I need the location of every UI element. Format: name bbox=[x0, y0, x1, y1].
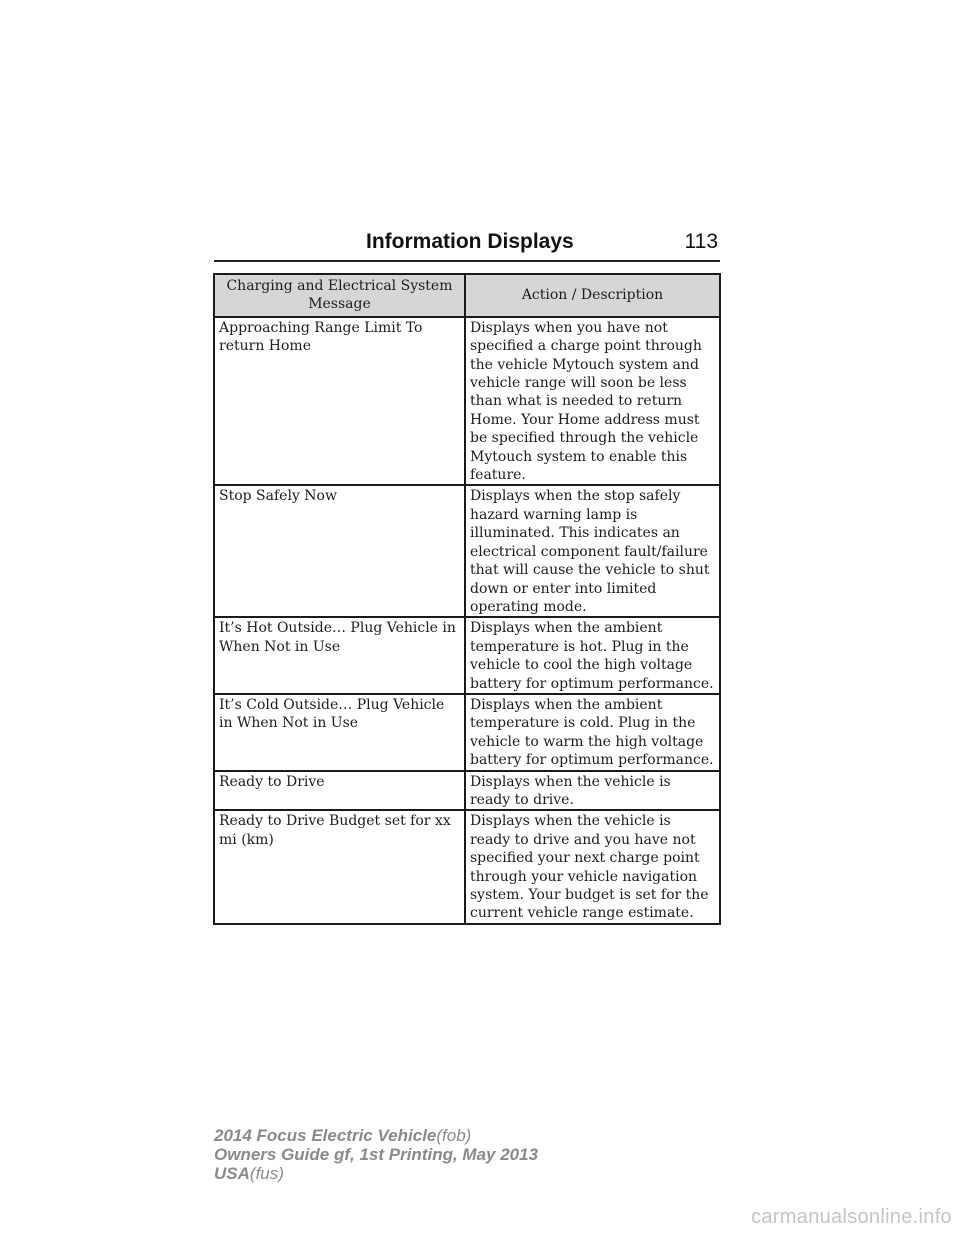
description-cell: Displays when you have not specified a charge point through the vehicle Mytouch system and vehicle range will soon be less than what is needed to return Home. Your Home address must be specified through the vehicle Mytouch system to enable this feature. bbox=[465, 317, 720, 486]
column-header-description: Action / Description bbox=[465, 274, 720, 317]
table-row bbox=[214, 694, 720, 771]
footer-market-name: USA bbox=[214, 1164, 250, 1183]
footer-vehicle-name: 2014 Focus Electric Vehicle bbox=[214, 1126, 437, 1145]
footer-line-vehicle bbox=[214, 1126, 538, 1145]
message-cell: Approaching Range Limit To return Home bbox=[214, 317, 465, 486]
footer-guide-edition: Owners Guide gf, 1st Printing, May 2013 bbox=[214, 1145, 539, 1164]
description-cell: Displays when the ambient temperature is hot. Plug in the vehicle to cool the high voltage battery for optimum performance. bbox=[465, 617, 720, 694]
footer-line-guide bbox=[214, 1145, 538, 1164]
footer-line-market bbox=[214, 1164, 538, 1183]
table-row bbox=[214, 317, 720, 486]
section-title: Information Displays bbox=[366, 230, 574, 253]
description-cell: Displays when the vehicle is ready to drive. bbox=[465, 771, 720, 811]
table-row bbox=[214, 771, 720, 811]
page-number: 113 bbox=[684, 230, 718, 253]
page-header bbox=[214, 226, 720, 262]
message-cell: Stop Safely Now bbox=[214, 485, 465, 617]
message-cell: Ready to Drive bbox=[214, 771, 465, 811]
message-cell: It’s Hot Outside… Plug Vehicle in When Not in Use bbox=[214, 617, 465, 694]
table-row bbox=[214, 485, 720, 617]
table-row bbox=[214, 810, 720, 923]
footer-vehicle-code: (fob) bbox=[436, 1126, 472, 1145]
message-table bbox=[213, 273, 721, 925]
message-cell: It’s Cold Outside… Plug Vehicle in When Not in Use bbox=[214, 694, 465, 771]
table-header-row bbox=[214, 274, 720, 317]
footer-market-code: (fus) bbox=[249, 1164, 284, 1183]
site-watermark: carmanualsonline.info bbox=[751, 1206, 952, 1228]
message-cell: Ready to Drive Budget set for xx mi (km) bbox=[214, 810, 465, 923]
table-row bbox=[214, 617, 720, 694]
description-cell: Displays when the ambient temperature is cold. Plug in the vehicle to warm the high voltage battery for optimum performance. bbox=[465, 694, 720, 771]
description-cell: Displays when the stop safely hazard warning lamp is illuminated. This indicates an electrical component fault/failure that will cause the vehicle to shut down or enter into limited operating mode. bbox=[465, 485, 720, 617]
document-footer bbox=[214, 1126, 538, 1183]
header-divider bbox=[214, 260, 720, 262]
description-cell: Displays when the vehicle is ready to drive and you have not specified your next charge point through your vehicle navigation system. Your budget is set for the current vehicle range estimate. bbox=[465, 810, 720, 923]
column-header-message: Charging and Electrical System Message bbox=[214, 274, 465, 317]
